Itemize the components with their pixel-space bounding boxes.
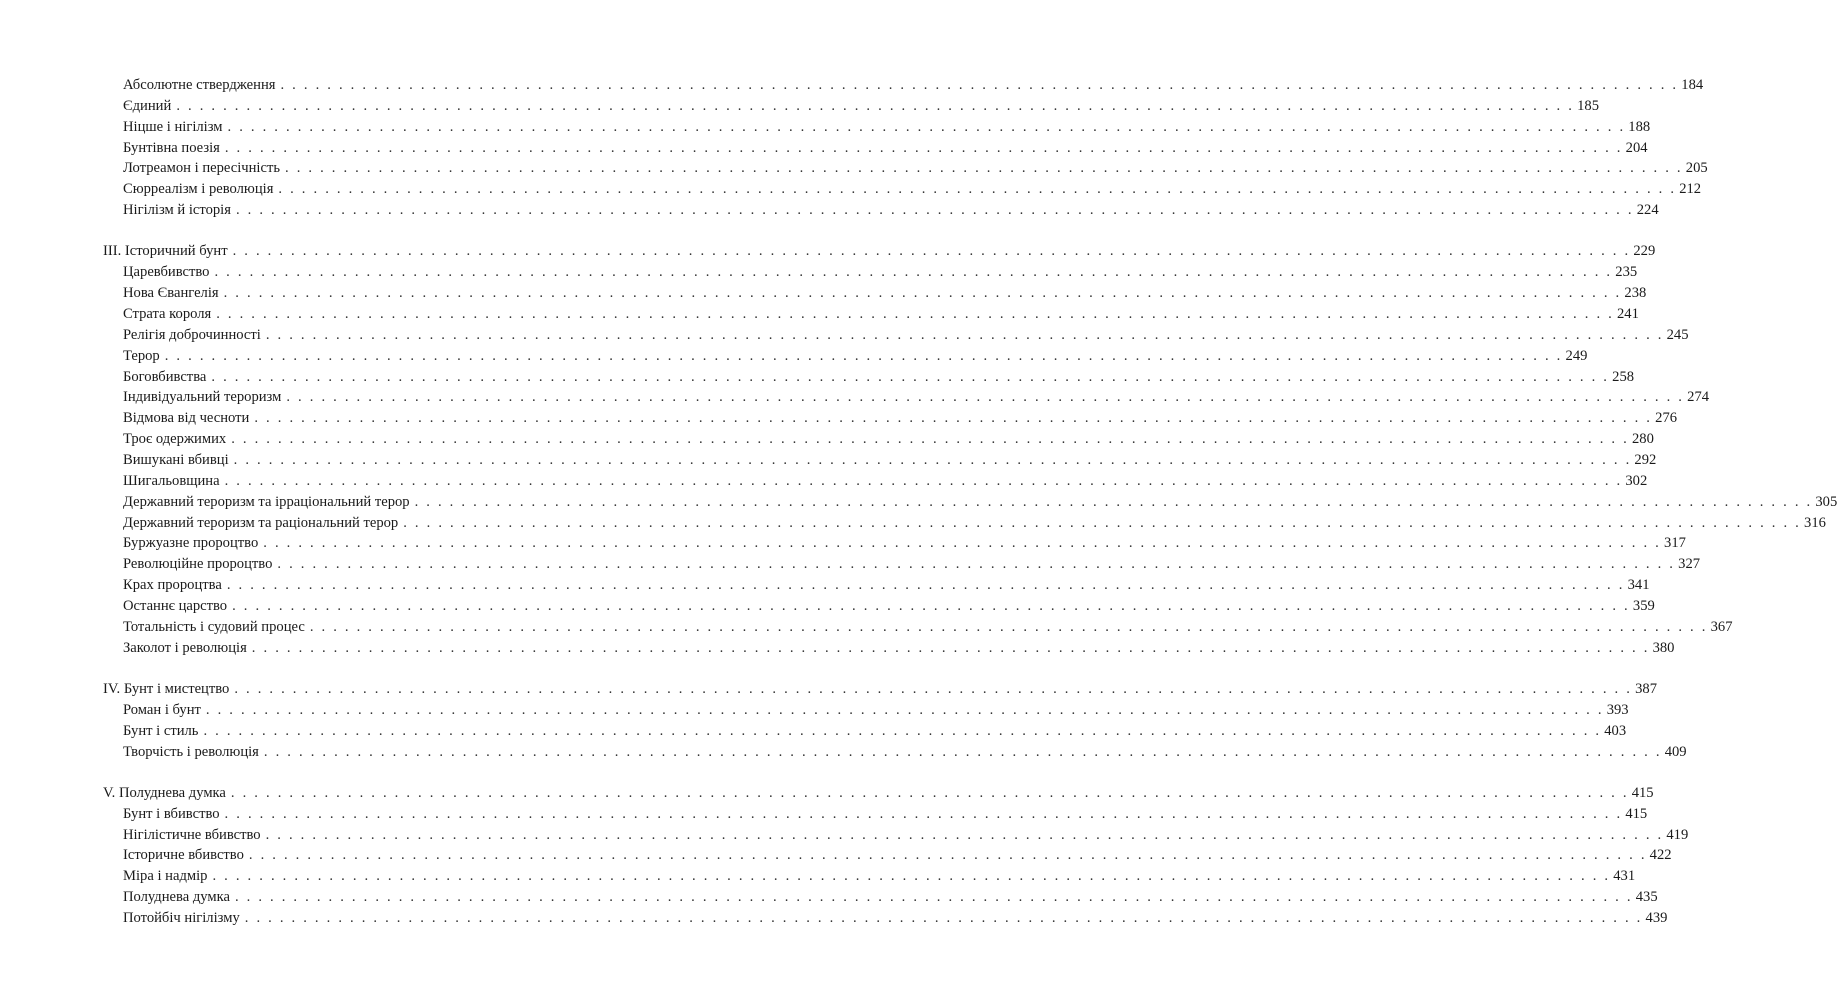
part-title: III. Історичний бунт [103,243,228,260]
entry-title: Ніцше і нігілізм [123,118,223,135]
toc-entry[interactable] [123,75,1704,95]
entry-title: Страта короля [123,306,212,322]
entry-title: Терор [123,347,160,364]
dot-leader: . . . . . . . . . . . . . . . . . . . . . . . . . . . . . . . . . . . . . . . . . . . . . . . . . . . . . . . . . . . . . . . . . . . . . . . . . . . . . . . . . . . . . . . . . . . . . . . . . . . . . . . . . . . . . . . . . . . . . . . . [227,118,1626,135]
toc-part-entry[interactable] [103,783,1654,803]
entry-title: Нігілізм й історія [123,202,231,219]
entry-title: Буржуазне пророцтво [123,535,259,552]
toc-entry[interactable] [123,721,1627,741]
dot-leader: . . . . . . . . . . . . . . . . . . . . . . . . . . . . . . . . . . . . . . . . . . . . . . . . . . . . . . . . . . . . . . . . . . . . . . . . . . . . . . . . . . . . . . . . . . . . . . . . . . . . . . . . . . . . . . . . . . . . . . . . [280,77,1679,93]
dot-leader: . . . . . . . . . . . . . . . . . . . . . . . . . . . . . . . . . . . . . . . . . . . . . . . . . . . . . . . . . . . . . . . . . . . . . . . . . . . . . . . . . . . . . . . . . . . . . . . . . . . . . . . . . . . . . . . . . . . . . . . . [164,347,1563,364]
entry-title: Абсолютне ствердження [123,77,276,93]
page-number: 280 [1631,431,1654,448]
page-number: 415 [1625,805,1648,822]
page-number: 327 [1678,556,1701,573]
entry-title: Троє одержимих [123,431,227,448]
entry-title: Відмова від чесноти [123,410,250,427]
entry-title: Царевбивство [123,264,210,281]
dot-leader: . . . . . . . . . . . . . . . . . . . . . . . . . . . . . . . . . . . . . . . . . . . . . . . . . . . . . . . . . . . . . . . . . . . . . . . . . . . . . . . . . . . . . . . . . . . . . . . . . . . . . . . . . . . . . . . . . . . . . . . . [265,826,1664,843]
page-number: 359 [1632,597,1655,614]
dot-leader: . . . . . . . . . . . . . . . . . . . . . . . . . . . . . . . . . . . . . . . . . . . . . . . . . . . . . . . . . . . . . . . . . . . . . . . . . . . . . . . . . . . . . . . . . . . . . . . . . . . . . . . . . . . . . . . . . . . . . . . . [285,160,1683,177]
toc-entry[interactable] [123,179,1702,199]
dot-leader: . . . . . . . . . . . . . . . . . . . . . . . . . . . . . . . . . . . . . . . . . . . . . . . . . . . . . . . . . . . . . . . . . . . . . . . . . . . . . . . . . . . . . . . . . . . . . . . . . . . . . . . . . . . . . . . . . . . . . . . . [232,243,1631,260]
page-number: 439 [1645,910,1668,926]
dot-leader: . . . . . . . . . . . . . . . . . . . . . . . . . . . . . . . . . . . . . . . . . . . . . . . . . . . . . . . . . . . . . . . . . . . . . . . . . . . . . . . . . . . . . . . . . . . . . . . . . . . . . . . . . . . . . . . . . . . . . . . . [235,202,1634,219]
entry-title: Боговбивства [123,368,207,385]
toc-entry[interactable] [123,117,1651,137]
page-number: 435 [1635,889,1658,906]
page-number: 184 [1681,77,1704,93]
page-number: 415 [1631,784,1654,801]
dot-leader: . . . . . . . . . . . . . . . . . . . . . . . . . . . . . . . . . . . . . . . . . . . . . . . . . . . . . . . . . . . . . . . . . . . . . . . . . . . . . . . . . . . . . . . . . . . . . . . . . . . . . . . . . . . . . . . . . . . . . . . . [234,889,1633,906]
dot-leader: . . . . . . . . . . . . . . . . . . . . . . . . . . . . . . . . . . . . . . . . . . . . . . . . . . . . . . . . . . . . . . . . . . . . . . . . . . . . . . . . . . . . . . . . . . . . . . . . . . . . . . . . . . . . . . . . . . . . . . . . [211,368,1610,385]
entry-title: Шигальовщина [123,472,220,489]
toc-entry[interactable] [123,262,1638,282]
dot-leader: . . . . . . . . . . . . . . . . . . . . . . . . . . . . . . . . . . . . . . . . . . . . . . . . . . . . . . . . . . . . . . . . . . . . . . . . . . . . . . . . . . . . . . . . . . . . . . . . . . . . . . . . . . . . . . . . . . . . . . . . [244,910,1643,926]
entry-title: Нігілістичне вбивство [123,826,261,843]
page-number: 403 [1604,722,1627,739]
dot-leader: . . . . . . . . . . . . . . . . . . . . . . . . . . . . . . . . . . . . . . . . . . . . . . . . . . . . . . . . . . . . . . . . . . . . . . . . . . . . . . . . . . . . . . . . . . . . . . . . . . . . . . . . . . . . . . . . . . . . . . . . [214,264,1613,281]
entry-title: Бунтівна поезія [123,139,220,156]
dot-leader: . . . . . . . . . . . . . . . . . . . . . . . . . . . . . . . . . . . . . . . . . . . . . . . . . . . . . . . . . . . . . . . . . . . . . . . . . . . . . . . . . . . . . . . . . . . . . . . . . . . . . . . . . . . . . . . . . . . . . . . . [233,452,1632,468]
entry-title: Полуднева думка [123,889,230,906]
page-number: 316 [1804,514,1826,531]
page-number: 380 [1652,639,1675,656]
part-title: IV. Бунт і мистецтво [103,681,230,697]
dot-leader: . . . . . . . . . . . . . . . . . . . . . . . . . . . . . . . . . . . . . . . . . . . . . . . . . . . . . . . . . . . . . . . . . . . . . . . . . . . . . . . . . . . . . . . . . . . . . . . . . . . . . . . . . . . . . . . . . . . . . . . . [263,535,1662,552]
toc-entry[interactable] [123,471,1648,491]
dot-leader: . . . . . . . . . . . . . . . . . . . . . . . . . . . . . . . . . . . . . . . . . . . . . . . . . . . . . . . . . . . . . . . . . . . . . . . . . . . . . . . . . . . . . . . . . . . . . . . . . . . . . . . . . . . . . . . . . . . . . . . . [234,681,1633,697]
toc-entry[interactable] [123,492,1837,512]
toc-entry[interactable] [123,866,1636,886]
entry-title: Державний тероризм та ірраціональний терор [123,493,410,510]
page-number: 409 [1664,743,1687,760]
entry-title: Потойбіч нігілізму [123,910,240,926]
entry-title: Лотреамон і пересічність [123,160,280,177]
dot-leader: . . . . . . . . . . . . . . . . . . . . . . . . . . . . . . . . . . . . . . . . . . . . . . . . . . . . . . . . . . . . . . . . . . . . . . . . . . . . . . . . . . . . . . . . . . . . . . . . . . . . . . . . . . . . . . . . . . . . . . . . [224,805,1623,822]
page-number: 431 [1613,868,1636,885]
page-number: 367 [1710,618,1733,635]
entry-title: Творчість і революція [123,743,259,760]
page-number: 305 [1815,493,1837,510]
toc-entry[interactable] [123,429,1654,449]
entry-title: Сюрреалізм і революція [123,181,274,198]
entry-title: Останнє царство [123,597,228,614]
dot-leader: . . . . . . . . . . . . . . . . . . . . . . . . . . . . . . . . . . . . . . . . . . . . . . . . . . . . . . . . . . . . . . . . . . . . . . . . . . . . . . . . . . . . . . . . . . . . . . . . . . . . . . . . . . . . . . . . . . . . . . . . [278,181,1677,198]
entry-title: Нова Євангелія [123,285,219,302]
dot-leader: . . . . . . . . . . . . . . . . . . . . . . . . . . . . . . . . . . . . . . . . . . . . . . . . . . . . . . . . . . . . . . . . . . . . . . . . . . . . . . . . . . . . . . . . . . . . . . . . . . . . . . . . . . . . . . . . . . . . . . . . [176,97,1575,114]
dot-leader: . . . . . . . . . . . . . . . . . . . . . . . . . . . . . . . . . . . . . . . . . . . . . . . . . . . . . . . . . . . . . . . . . . . . . . . . . . . . . . . . . . . . . . . . . . . . . . . . . . . . . . . . . . . . . . . . . . . . . . . . [230,784,1629,801]
toc-entry[interactable] [123,845,1672,865]
toc-entry[interactable] [123,200,1659,220]
dot-leader: . . . . . . . . . . . . . . . . . . . . . . . . . . . . . . . . . . . . . . . . . . . . . . . . . . . . . . . . . . . . . . . . . . . . . . . . . . . . . . . . . . . . . . . . . . . . . . . . . . . . . . . . . . . . . . . . . . . . . . . . [286,389,1685,406]
page-number: 245 [1666,326,1689,343]
dot-leader: . . . . . . . . . . . . . . . . . . . . . . . . . . . . . . . . . . . . . . . . . . . . . . . . . . . . . . . . . . . . . . . . . . . . . . . . . . . . . . . . . . . . . . . . . . . . . . . . . . . . . . . . . . . . . . . . . . . . . . . . [226,577,1625,594]
page-number: 419 [1666,826,1689,843]
dot-leader: . . . . . . . . . . . . . . . . . . . . . . . . . . . . . . . . . . . . . . . . . . . . . . . . . . . . . . . . . . . . . . . . . . . . . . . . . . . . . . . . . . . . . . . . . . . . . . . . . . . . . . . . . . . . . . . . . . . . . . . . [205,701,1604,718]
dot-leader: . . . . . . . . . . . . . . . . . . . . . . . . . . . . . . . . . . . . . . . . . . . . . . . . . . . . . . . . . . . . . . . . . . . . . . . . . . . . . . . . . . . . . . . . . . . . . . . . . . . . . . . . . . . . . . . . . . . . . . . . [203,722,1602,739]
page-number: 292 [1634,452,1657,468]
entry-title: Бунт і стиль [123,722,199,739]
toc-entry[interactable] [123,554,1701,574]
entry-title: Релігія доброчинності [123,326,261,343]
page-number: 274 [1687,389,1710,406]
dot-leader: . . . . . . . . . . . . . . . . . . . . . . . . . . . . . . . . . . . . . . . . . . . . . . . . . . . . . . . . . . . . . . . . . . . . . . . . . . . . . . . . . . . . . . . . . . . . . . . . . . . . . . . . . . . . . . . . . . . . . . . . [223,285,1622,302]
dot-leader: . . . . . . . . . . . . . . . . . . . . . . . . . . . . . . . . . . . . . . . . . . . . . . . . . . . . . . . . . . . . . . . . . . . . . . . . . . . . . . . . . . . . . . . . . . . . . . . . . . . . . . . . . . . . . . . . . . . . . . . . [403,514,1802,531]
entry-title: Індивідуальний тероризм [123,389,282,406]
page-number: 205 [1685,160,1708,177]
entry-title: Крах пророцтва [123,577,222,594]
toc-entry[interactable] [123,283,1647,303]
toc-entry[interactable] [123,450,1657,470]
dot-leader: . . . . . . . . . . . . . . . . . . . . . . . . . . . . . . . . . . . . . . . . . . . . . . . . . . . . . . . . . . . . . . . . . . . . . . . . . . . . . . . . . . . . . . . . . . . . . . . . . . . . . . . . . . . . . . . . . . . . . . . . [263,743,1662,760]
toc-entry[interactable] [123,325,1689,345]
dot-leader: . . . . . . . . . . . . . . . . . . . . . . . . . . . . . . . . . . . . . . . . . . . . . . . . . . . . . . . . . . . . . . . . . . . . . . . . . . . . . . . . . . . . . . . . . . . . . . . . . . . . . . . . . . . . . . . . . . . . . . . . [254,410,1653,427]
toc-entry[interactable] [123,513,1826,533]
page-number: 249 [1565,347,1588,364]
toc-entry[interactable] [123,742,1687,762]
toc-entry[interactable] [123,304,1639,324]
dot-leader: . . . . . . . . . . . . . . . . . . . . . . . . . . . . . . . . . . . . . . . . . . . . . . . . . . . . . . . . . . . . . . . . . . . . . . . . . . . . . . . . . . . . . . . . . . . . . . . . . . . . . . . . . . . . . . . . . . . . . . . . [309,618,1708,635]
toc-entry[interactable] [123,596,1655,616]
page-number: 422 [1649,847,1672,864]
dot-leader: . . . . . . . . . . . . . . . . . . . . . . . . . . . . . . . . . . . . . . . . . . . . . . . . . . . . . . . . . . . . . . . . . . . . . . . . . . . . . . . . . . . . . . . . . . . . . . . . . . . . . . . . . . . . . . . . . . . . . . . . [212,868,1611,885]
toc-entry[interactable] [123,700,1629,720]
dot-leader: . . . . . . . . . . . . . . . . . . . . . . . . . . . . . . . . . . . . . . . . . . . . . . . . . . . . . . . . . . . . . . . . . . . . . . . . . . . . . . . . . . . . . . . . . . . . . . . . . . . . . . . . . . . . . . . . . . . . . . . . [224,139,1623,156]
page-number: 212 [1679,181,1702,198]
entry-title: Міра і надмір [123,868,208,885]
entry-title: Державний тероризм та раціональний терор [123,514,399,531]
dot-leader: . . . . . . . . . . . . . . . . . . . . . . . . . . . . . . . . . . . . . . . . . . . . . . . . . . . . . . . . . . . . . . . . . . . . . . . . . . . . . . . . . . . . . . . . . . . . . . . . . . . . . . . . . . . . . . . . . . . . . . . . [251,639,1650,656]
toc-entry[interactable] [123,638,1675,658]
toc-entry[interactable] [123,825,1689,845]
toc-entry[interactable] [123,575,1650,595]
page-number: 188 [1628,118,1651,135]
toc-entry[interactable] [123,387,1710,407]
entry-title: Тотальність і судовий процес [123,618,305,635]
page-number: 204 [1625,139,1648,156]
entry-title: Єдиний [123,97,172,114]
toc-entry[interactable] [123,138,1648,158]
dot-leader: . . . . . . . . . . . . . . . . . . . . . . . . . . . . . . . . . . . . . . . . . . . . . . . . . . . . . . . . . . . . . . . . . . . . . . . . . . . . . . . . . . . . . . . . . . . . . . . . . . . . . . . . . . . . . . . . . . . . . . . . [232,597,1630,614]
entry-title: Роман і бунт [123,701,201,718]
toc-entry[interactable] [123,367,1635,387]
part-title: V. Полуднева думка [103,784,226,801]
entry-title: Історичне вбивство [123,847,244,864]
page-number: 276 [1655,410,1678,427]
page-number: 387 [1635,681,1657,697]
toc-entry[interactable] [123,533,1686,553]
page-number: 317 [1664,535,1686,552]
page-number: 229 [1633,243,1656,260]
page-number: 302 [1625,472,1648,489]
page-number: 393 [1606,701,1629,718]
page-number: 238 [1624,285,1647,302]
toc-part-entry[interactable] [103,241,1656,261]
entry-title: Вишукані вбивці [123,452,229,468]
toc-part-entry[interactable] [103,679,1657,699]
page-number: 235 [1615,264,1638,281]
dot-leader: . . . . . . . . . . . . . . . . . . . . . . . . . . . . . . . . . . . . . . . . . . . . . . . . . . . . . . . . . . . . . . . . . . . . . . . . . . . . . . . . . . . . . . . . . . . . . . . . . . . . . . . . . . . . . . . . . . . . . . . . [414,493,1813,510]
page-number: 341 [1627,577,1650,594]
entry-title: Революційне пророцтво [123,556,273,573]
dot-leader: . . . . . . . . . . . . . . . . . . . . . . . . . . . . . . . . . . . . . . . . . . . . . . . . . . . . . . . . . . . . . . . . . . . . . . . . . . . . . . . . . . . . . . . . . . . . . . . . . . . . . . . . . . . . . . . . . . . . . . . . [216,306,1614,322]
dot-leader: . . . . . . . . . . . . . . . . . . . . . . . . . . . . . . . . . . . . . . . . . . . . . . . . . . . . . . . . . . . . . . . . . . . . . . . . . . . . . . . . . . . . . . . . . . . . . . . . . . . . . . . . . . . . . . . . . . . . . . . . [224,472,1623,489]
toc-entry[interactable] [123,346,1588,366]
toc-entry[interactable] [123,158,1708,178]
dot-leader: . . . . . . . . . . . . . . . . . . . . . . . . . . . . . . . . . . . . . . . . . . . . . . . . . . . . . . . . . . . . . . . . . . . . . . . . . . . . . . . . . . . . . . . . . . . . . . . . . . . . . . . . . . . . . . . . . . . . . . . . [248,847,1647,864]
toc-entry[interactable] [123,804,1648,824]
page-number: 224 [1636,202,1659,219]
page-number: 185 [1577,97,1599,114]
dot-leader: . . . . . . . . . . . . . . . . . . . . . . . . . . . . . . . . . . . . . . . . . . . . . . . . . . . . . . . . . . . . . . . . . . . . . . . . . . . . . . . . . . . . . . . . . . . . . . . . . . . . . . . . . . . . . . . . . . . . . . . . [265,326,1664,343]
toc-entry[interactable] [123,408,1678,428]
entry-title: Бунт і вбивство [123,805,220,822]
entry-title: Заколот і революція [123,639,247,656]
page-number: 241 [1617,306,1639,322]
toc-entry[interactable] [123,96,1599,116]
toc-entry[interactable] [123,887,1658,907]
dot-leader: . . . . . . . . . . . . . . . . . . . . . . . . . . . . . . . . . . . . . . . . . . . . . . . . . . . . . . . . . . . . . . . . . . . . . . . . . . . . . . . . . . . . . . . . . . . . . . . . . . . . . . . . . . . . . . . . . . . . . . . . [277,556,1676,573]
page-number: 258 [1612,368,1635,385]
toc-entry[interactable] [123,908,1668,928]
dot-leader: . . . . . . . . . . . . . . . . . . . . . . . . . . . . . . . . . . . . . . . . . . . . . . . . . . . . . . . . . . . . . . . . . . . . . . . . . . . . . . . . . . . . . . . . . . . . . . . . . . . . . . . . . . . . . . . . . . . . . . . . [231,431,1629,448]
toc-entry[interactable] [123,617,1733,637]
